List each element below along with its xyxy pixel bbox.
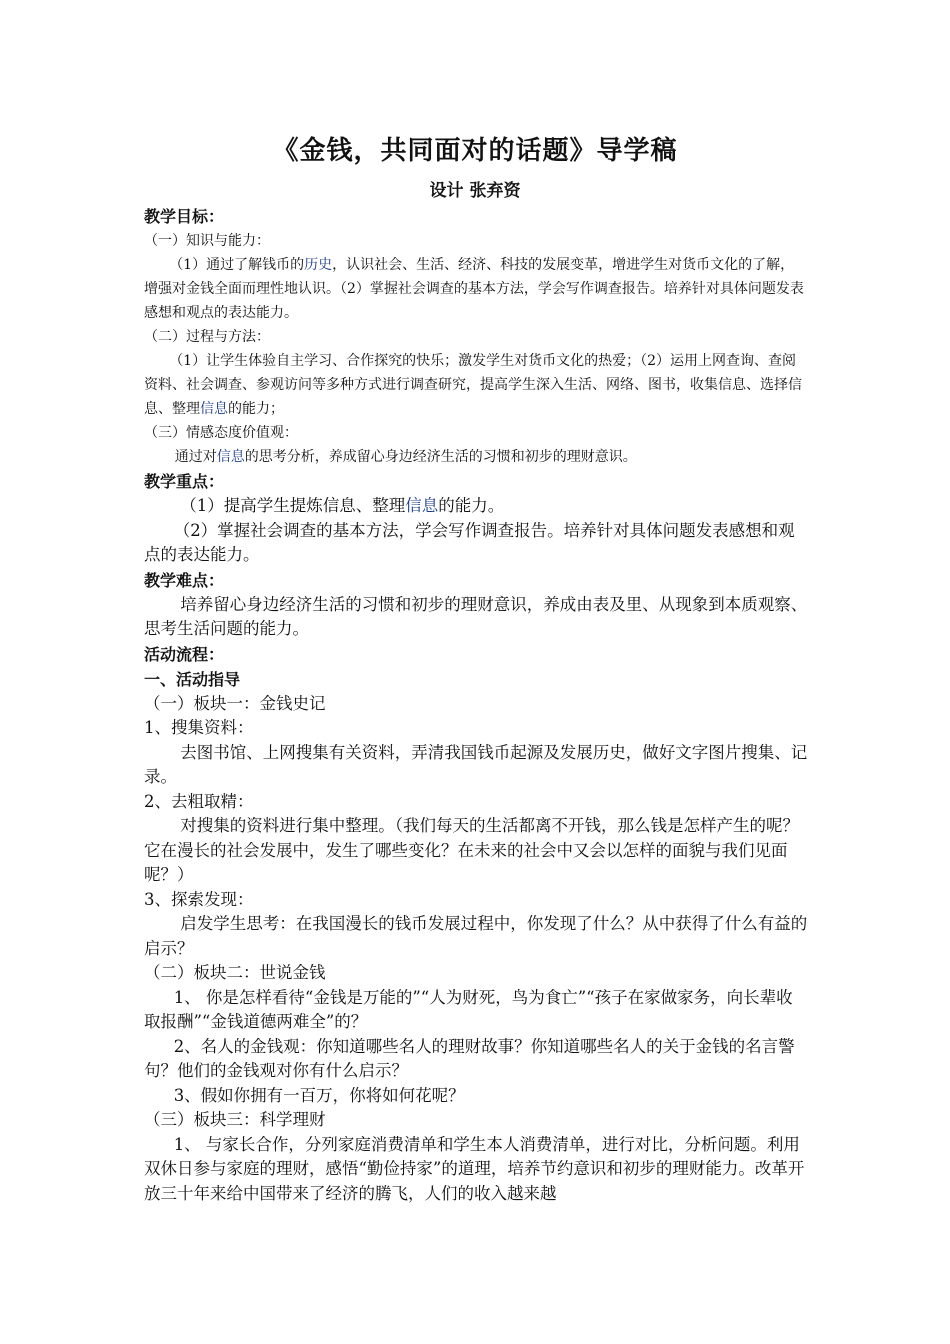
keypoint-item-1: （1）提高学生提炼信息、整理信息的能力。: [180, 496, 505, 515]
document-body: [144, 204, 808, 1206]
knowledge-heading: （一）知识与能力：: [144, 233, 270, 249]
info-link[interactable]: 信息: [216, 449, 245, 465]
block2-title: （二）板块二：世说金钱: [144, 963, 326, 982]
process-heading: 活动流程：: [144, 644, 225, 664]
document-title: 《金钱，共同面对的话题》导学稿: [272, 136, 678, 166]
block1-title: （一）板块一：金钱史记: [144, 693, 326, 713]
block1-step1-text: 去图书馆、上网搜集有关资料，弄清我国钱币起源及发展历史，做好文字图片搜集、记录。: [144, 742, 808, 786]
process-method-heading: （二）过程与方法：: [144, 329, 270, 345]
emotion-heading: （三）情感态度价值观：: [144, 425, 298, 441]
block3-item-1: 1、 与家长合作，分列家庭消费清单和学生本人消费清单，进行对比，分析问题。利用双休日参与家庭的理财，感悟“勤俭持家”的道理，培养节约意识和初步的理财能力。改革开放三十年来给中国带来了经济的腾飞，人们的收入越来越: [144, 1134, 805, 1203]
block1-step2: 2、去粗取精：: [144, 791, 254, 811]
info-link[interactable]: 信息: [405, 496, 439, 515]
knowledge-paragraph: （1）通过了解钱币的历史，认识社会、生活、经济、科技的发展变革，增进学生对货币文化的了解，增强对金钱全面而理性地认识。（2）掌握社会调查的基本方法，学会写作调查报告。培养针对具体问题发表感想和观点的表达能力。: [144, 257, 804, 321]
activity-guide-heading: 一、活动指导: [144, 669, 241, 689]
block1-step1: 1、搜集资料：: [144, 718, 254, 737]
block2-item-1: 1、 你是怎样看待“金钱是万能的”“人为财死，鸟为食亡”“孩子在家做家务，向长辈收取报酬”“金钱道德两难全”的？: [144, 987, 793, 1031]
block1-step2-text: 对搜集的资料进行集中整理。（我们每天的生活都离不开钱，那么钱是怎样产生的呢？它在漫长的社会发展中，发生了哪些变化？在未来的社会中又会以怎样的面貌与我们见面呢？）: [144, 816, 800, 884]
block3-title: （三）板块三：科学理财: [144, 1110, 326, 1129]
block2-item-2: 2、名人的金钱观：你知道哪些名人的理财故事？你知道哪些名人的关于金钱的名言警句？他们的金钱观对你有什么启示？: [144, 1036, 795, 1080]
keypoint-item-2: （2）掌握社会调查的基本方法，学会写作调查报告。培养针对具体问题发表感想和观点的表达能力。: [144, 520, 795, 564]
difficulties-heading: 教学难点：: [144, 570, 225, 590]
emotion-paragraph: 通过对信息的思考分析，养成留心身边经济生活的习惯和初步的理财意识。: [174, 449, 637, 465]
process-method-paragraph: （1）让学生体验自主学习、合作探究的快乐；激发学生对货币文化的热爱；（2）运用上网查询、查阅资料、社会调查、参观访问等多种方式进行调查研究，提高学生深入生活、网络、图书，收集信息、选择信息、整理信息的能力；: [144, 353, 802, 417]
info-link[interactable]: 信息: [200, 401, 228, 417]
goals-heading: 教学目标：: [144, 207, 225, 226]
difficulties-paragraph: 培养留心身边经济生活的习惯和初步的理财意识，养成由表及里、从现象到本质观察、思考生活问题的能力。: [144, 594, 808, 638]
block1-step3: 3、探索发现：: [144, 889, 254, 909]
history-link[interactable]: 历史: [304, 257, 333, 273]
document-author: 设计 张弃资: [429, 181, 521, 201]
keypoints-heading: 教学重点：: [144, 472, 225, 491]
block1-step3-text: 启发学生思考：在我国漫长的钱币发展过程中，你发现了什么？从中获得了什么有益的启示？: [144, 914, 808, 958]
block2-item-3: 3、假如你拥有一百万，你将如何花呢？: [173, 1085, 465, 1105]
